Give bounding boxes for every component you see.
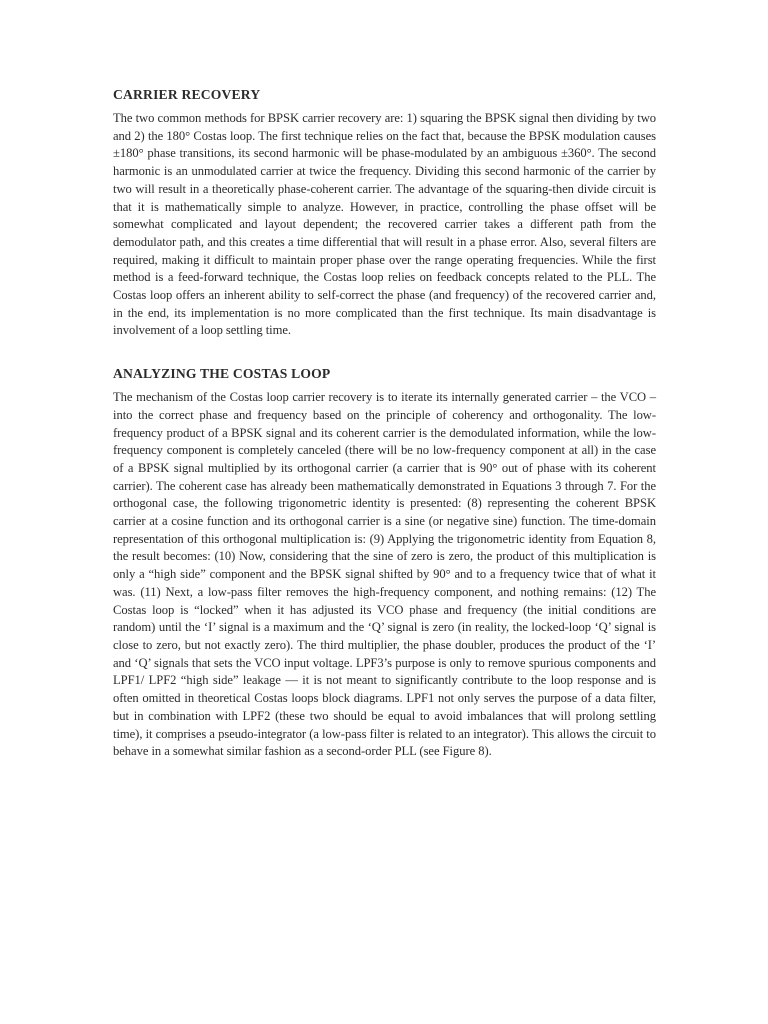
section-body: The two common methods for BPSK carrier recovery are: 1) squaring the BPSK signal then dividing by two and 2) the 180° Costas loop. The first technique relies on the fact that, because the BPSK modulation causes ±180° phase transitions, its second harmonic will be phase-modulated by an ambiguous ±360°. The second harmonic is an unmodulated carrier at twice the frequency. Dividing this second harmonic of the carrier by two will result in a theoretically phase-coherent carrier. The advantage of the squaring-then divide circuit is that it is mathematically simple to analyze. However, in practice, controlling the phase offset will be somewhat complicated and layout dependent; the recovered carrier takes a different path from the demodulator path, and this creates a time differential that will result in a phase error. Also, several filters are required, making it difficult to maintain proper phase over the range operating frequencies. While the first method is a feed-forward technique, the Costas loop relies on feedback concepts related to the PLL. The Costas loop offers an inherent ability to self-correct the phase (and frequency) of the recovered carrier and, in the end, its implementation is no more complicated than the first technique. Its main disadvantage is involvement of a loop settling time. <box>113 111 656 338</box>
section-carrier-recovery <box>113 86 656 340</box>
section-heading: CARRIER RECOVERY <box>113 87 261 102</box>
section-body: The mechanism of the Costas loop carrier recovery is to iterate its internally generated carrier – the VCO – into the correct phase and frequency based on the principle of coherency and orthogonality. The low-frequency product of a BPSK signal and its coherent carrier is the demodulated information, while the low-frequency component is completely canceled (there will be no low-frequency component at all) in the case of a BPSK signal multiplied by its orthogonal carrier (a carrier that is 90° out of phase with its coherent carrier). The coherent case has already been mathematically demonstrated in Equations 3 through 7. For the orthogonal case, the following trigonometric identity is presented: (8) representing the coherent BPSK carrier at a cosine function and its orthogonal carrier is a sine (or negative sine) function. The time-domain representation of this orthogonal multiplication is: (9) Applying the trigonometric identity from Equation 8, the result becomes: (10) Now, considering that the sine of zero is zero, the product of this multiplication is only a “high side” component and the BPSK signal shifted by 90° and to a frequency twice that of what it was. (11) Next, a low-pass filter removes the high-frequency component, and nothing remains: (12) The Costas loop is “locked” when it has adjusted its VCO phase and frequency (the initial conditions are random) until the ‘I’ signal is a maximum and the ‘Q’ signal is zero (in reality, the locked-loop ‘Q’ signal is close to zero, but not exactly zero). The third multiplier, the phase doubler, produces the product of the ‘I’ and ‘Q’ signals that sets the VCO input voltage. LPF3’s purpose is only to remove spurious components and LPF1/ LPF2 “high side” leakage — it is not meant to significantly contribute to the loop response and is often omitted in theoretical Costas loops block diagrams. LPF1 not only serves the purpose of a data filter, but in combination with LPF2 (these two should be equal to avoid imbalances that will prolong settling time), it comprises a pseudo-integrator (a low-pass filter is related to an integrator). This allows the circuit to behave in a somewhat similar fashion as a second-order PLL (see Figure 8). <box>113 390 656 759</box>
section-spacer <box>113 340 656 365</box>
section-heading: ANALYZING THE COSTAS LOOP <box>113 366 331 382</box>
section-analyzing-costas-loop <box>113 365 656 761</box>
document-page <box>113 86 656 761</box>
